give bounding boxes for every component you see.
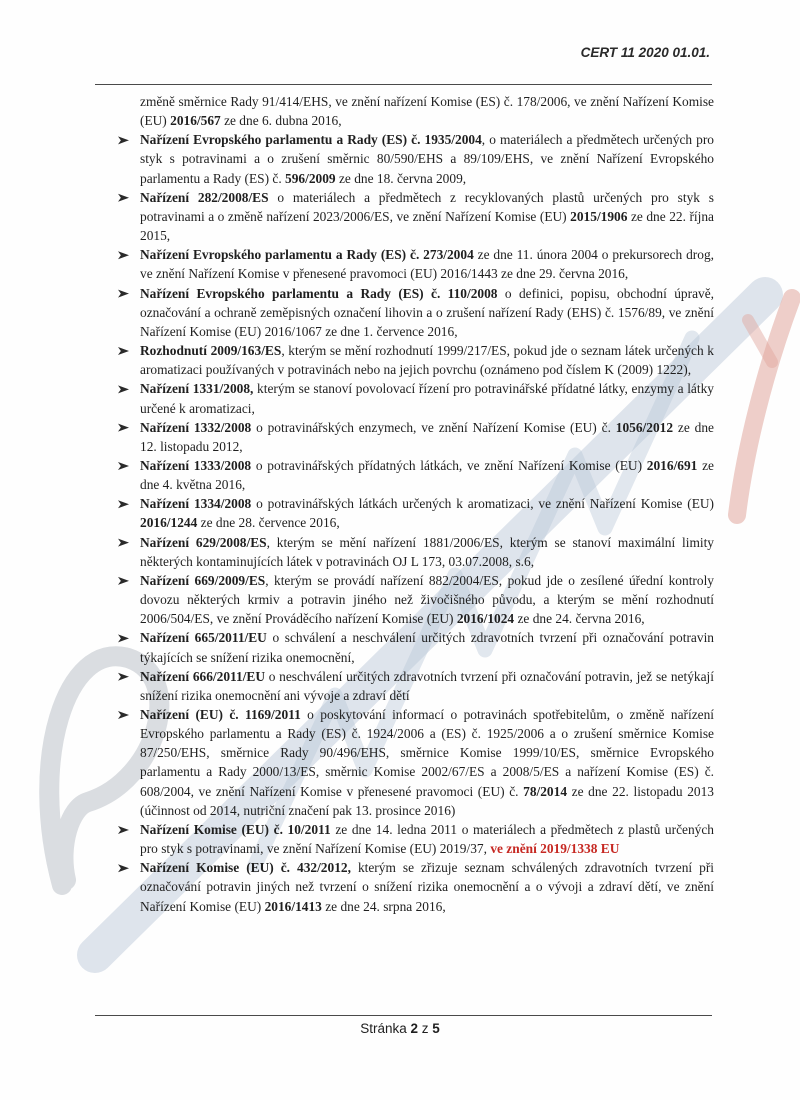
regulation-text: ze dne 22. října 2015, [140, 208, 714, 244]
regulation-item [140, 188, 714, 245]
arrow-bullet-icon [118, 499, 129, 509]
regulation-text: ze dne 4. května 2016, [140, 457, 714, 493]
regulation-number: Nařízení 1333/2008 [140, 457, 252, 473]
regulation-number: Rozhodnutí 2009/163/ES [140, 343, 282, 359]
regulation-text: , kterým se provádí nařízení 882/2004/ES, pokud jde o zesílené úřední kontroly dovozu některých krmiv a potravin jiného než živočišného původu, a kterým se mění rozhodnutí 2006/504/ES, ve znění Prováděcího nařízení Komise (EU) [140, 572, 714, 627]
regulation-text: ze dne 24. června 2016, [514, 611, 645, 627]
regulation-item-continuation [140, 92, 714, 130]
regulation-item [140, 571, 714, 628]
regulation-item [140, 245, 714, 283]
regulation-number: Nařízení 1332/2008 [140, 419, 252, 435]
regulation-text: o schválení a neschválení určitých zdravotních tvrzení při označování potravin týkajících se snížení rizika onemocnění, [140, 630, 714, 665]
arrow-bullet-icon [118, 193, 129, 203]
regulation-text: ze dne 24. srpna 2016, [321, 898, 446, 914]
regulation-number: Nařízení Evropského parlamentu a Rady (ES) č. 273/2004 [140, 247, 474, 263]
regulation-item [140, 418, 714, 456]
arrow-bullet-icon [118, 384, 129, 394]
regulation-number: Nařízení 1334/2008 [140, 496, 252, 512]
arrow-bullet-icon [118, 423, 129, 433]
header-divider [95, 84, 712, 85]
footer-separator: z [421, 1021, 429, 1036]
regulation-number: 2016/1413 [264, 898, 322, 914]
arrow-bullet-icon [118, 346, 129, 356]
regulation-text: o potravinářských látkách určených k aromatizaci, ve znění Nařízení Komise (EU) [251, 496, 715, 512]
arrow-bullet-icon [118, 135, 129, 145]
arrow-bullet-icon [118, 672, 129, 682]
regulation-text: , kterým se mění rozhodnutí 1999/217/ES, pokud jde o seznam látek určených k aromatizaci používaných v potravinách nebo na jejich povrchu (oznámeno pod číslem K (2009) 1222), [140, 343, 714, 378]
footer-total-pages: 5 [432, 1021, 440, 1036]
regulation-item [140, 628, 714, 666]
regulation-item [140, 667, 714, 705]
regulation-text: změně směrnice Rady 91/414/EHS, ve znění nařízení Komise (ES) č. 178/2006, ve znění Nařízení Komise (EU) [140, 94, 714, 129]
regulation-text: o potravinářských enzymech, ve znění Nařízení Komise (EU) č. [251, 419, 616, 435]
footer-divider [95, 1015, 712, 1016]
regulation-item [140, 379, 714, 417]
regulation-item [140, 130, 714, 187]
regulation-number: Nařízení 1331/2008, [140, 381, 254, 397]
arrow-bullet-icon [118, 863, 129, 873]
regulation-number: Nařízení Evropského parlamentu a Rady (ES) č. 110/2008 [140, 285, 498, 301]
regulation-number: Nařízení 665/2011/EU [140, 630, 267, 646]
regulation-number: 2016/1024 [456, 611, 515, 627]
regulation-number: Nařízení 629/2008/ES [140, 534, 267, 550]
document-reference: CERT 11 2020 01.01. [580, 45, 710, 60]
footer-label: Stránka [360, 1021, 407, 1036]
regulation-text: , o materiálech a předmětech určených pro styk s potravinami a o zrušení směrnic 80/590/EHS a 89/109/EHS, ve znění Nařízení Evropského parlamentu a Rady (ES) č. [140, 132, 714, 186]
regulation-text: o neschválení určitých zdravotních tvrzení při označování potravin, jež se netýkají snížení rizika onemocnění ani vývoje a zdraví dětí [140, 668, 714, 703]
red-amendment-note: ve znění 2019/1338 EU [490, 841, 620, 857]
regulation-item [140, 456, 714, 494]
regulation-item [140, 820, 714, 858]
document-reference-header [581, 45, 710, 60]
regulation-item [140, 284, 714, 341]
regulation-item [140, 533, 714, 571]
arrow-bullet-icon [118, 289, 129, 299]
arrow-bullet-icon [118, 250, 129, 260]
regulation-number: 2016/567 [170, 113, 221, 129]
arrow-bullet-icon [118, 576, 129, 586]
regulation-text: ze dne 11. února 2004 o prekursorech drog, ve znění Nařízení Komise v přenesené pravomoci (EU) 2016/1443 ze dne 29. června 2016, [140, 247, 714, 282]
regulation-text: ze dne 6. dubna 2016, [220, 113, 342, 129]
arrow-bullet-icon [118, 633, 129, 643]
regulation-number: Nařízení Evropského parlamentu a Rady (ES) č. 1935/2004 [140, 132, 482, 148]
regulation-number: 2016/691 [646, 457, 698, 473]
regulation-number: Nařízení 282/2008/ES [140, 189, 269, 205]
regulation-number: Nařízení 666/2011/EU [140, 668, 265, 684]
regulation-number: 1056/2012 [615, 419, 674, 435]
regulation-text: ze dne 18. června 2009, [335, 170, 467, 186]
arrow-bullet-icon [118, 538, 129, 548]
regulation-text: o definici, popisu, obchodní úpravě, označování a ochraně zeměpisných označení lihovin a o zrušení nařízení Rady (EHS) č. 1576/89, ve znění Nařízení Komise (EU) 2016/1067 ze dne 1. července 2016, [140, 285, 715, 339]
regulation-number: 596/2009 [285, 170, 336, 186]
regulation-number: Nařízení Komise (EU) č. 10/2011 [140, 821, 331, 837]
regulation-text: ze dne 22. listopadu 2013 (účinnost od 2014, nutriční značení pak 13. prosince 2016) [140, 783, 714, 818]
regulation-number: 2016/1244 [140, 515, 198, 531]
regulation-number: 78/2014 [523, 783, 568, 799]
regulation-text: ze dne 14. ledna 2011 o materiálech a předmětech z plastů určených pro styk s potravinami, ve znění Nařízení Komise (EU) 2019/37, [140, 821, 714, 857]
arrow-bullet-icon [118, 710, 129, 720]
regulation-text: , kterým se mění nařízení 1881/2006/ES, kterým se stanoví maximální limity některých kontaminujících látek v potravinách OJ L 173, 03.07.2008, s.6, [140, 534, 715, 569]
regulation-number: Nařízení Komise (EU) č. 432/2012, [140, 860, 351, 876]
regulation-item [140, 858, 714, 915]
regulation-text: kterým se zřizuje seznam schválených zdravotních tvrzení při označování potravin jiných než tvrzení o snížení rizika onemocnění a o vývoji a zdraví dětí, ve znění Nařízení Komise (EU) [140, 860, 714, 914]
regulation-item [140, 341, 714, 379]
regulation-item [140, 705, 714, 820]
arrow-bullet-icon [118, 825, 129, 835]
page-footer [0, 1021, 800, 1036]
regulation-text: o potravinářských přídatných látkách, ve znění Nařízení Komise (EU) [251, 457, 647, 473]
footer-page-number: 2 [410, 1021, 418, 1036]
regulation-text: ze dne 12. listopadu 2012, [140, 419, 714, 454]
regulation-text: ze dne 28. července 2016, [197, 515, 340, 531]
regulation-number: 2015/1906 [570, 208, 628, 224]
regulation-list [140, 92, 714, 916]
regulation-text: o materiálech a předmětech z recyklovaných plastů určených pro styk s potravinami a o změně nařízení 2023/2006/ES, ve znění Nařízení Komise (EU) [140, 189, 714, 224]
watermark-salmon-tick [748, 320, 772, 362]
arrow-bullet-icon [118, 461, 129, 471]
regulation-text: o poskytování informací o potravinách spotřebitelům, o změně nařízení Evropského parlamentu a Rady (ES) č. 1924/2006 a (ES) č. 1925/2006 a o zrušení směrnice Komise 87/250/EHS, směrnice Rady 90/496/EHS, směrnice Komise 1999/10/ES, směrnice Evropského parlamentu a Rady 2000/13/ES, směrnic Komise 2002/67/ES a 2008/5/ES a nařízení Komise (ES) č. 608/2004, ve znění Nařízení Komise v přenesené pravomoci (EU) č. [140, 707, 714, 799]
regulation-number: Nařízení (EU) č. 1169/2011 [140, 707, 301, 722]
regulation-number: Nařízení 669/2009/ES [140, 572, 266, 588]
regulation-text: kterým se stanoví povolovací řízení pro potravinářské přídatné látky, enzymy a látky určené k aromatizaci, [140, 381, 714, 416]
regulation-item [140, 494, 714, 532]
watermark-salmon-stroke [737, 298, 792, 515]
